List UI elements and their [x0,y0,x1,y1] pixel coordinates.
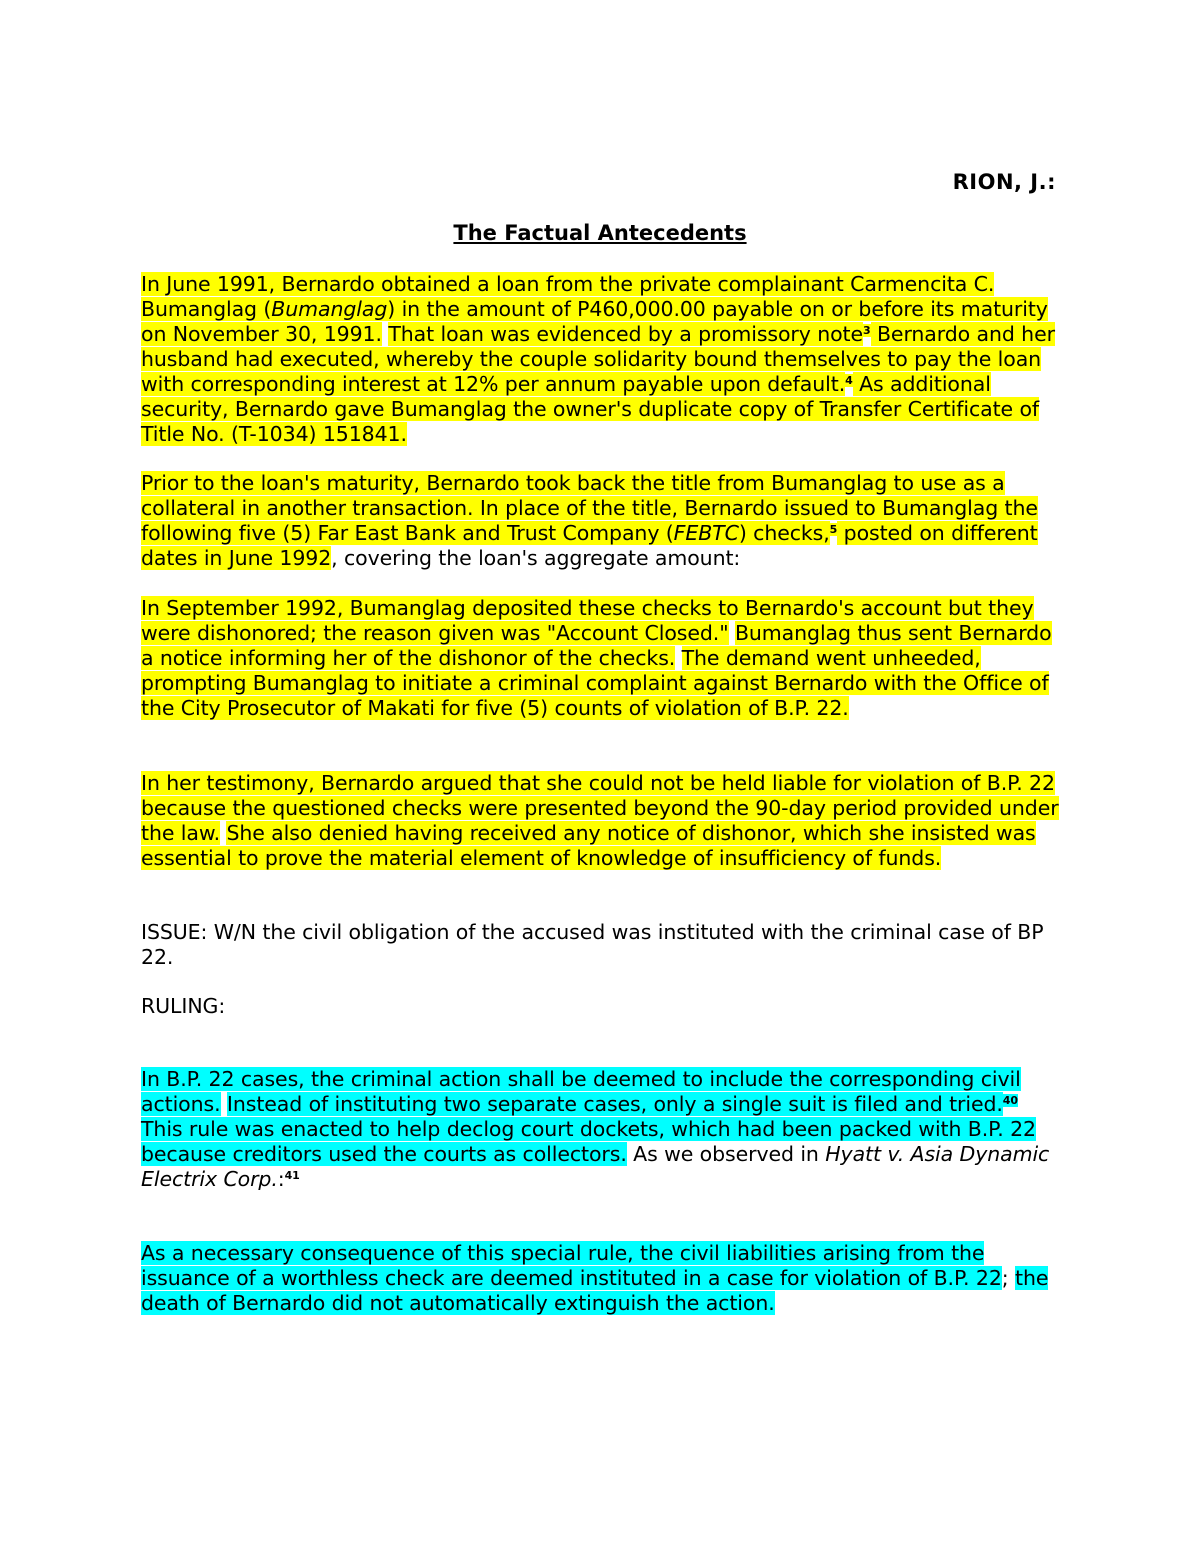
paragraph-testimony [141,771,1061,871]
highlighted-text: ) in the amount of P460,000.00 payable on or before its maturity on November 30, 1991. [141,297,1048,346]
highlighted-text: In June 1991, Bernardo obtained a loan from the private complainant Carmencita C. Bumanglag ( [141,272,995,321]
highlighted-text: As a necessary consequence of this special rule, the civil liabilities arising from the issuance of a worthless check are deemed instituted in a case for violation of B.P. 22 [141,1241,1002,1290]
paragraph-checks [141,471,1061,571]
plain-text: , covering the loan's aggregate amount: [331,546,741,570]
highlighted-text: In her testimony, Bernardo argued that she could not be held liable for violation of B.P. 22 because the questioned checks were presented beyond the 90-day period provided under the law. [141,771,1059,845]
highlighted-text: FEBTC [673,521,739,545]
paragraph-ruling [141,1067,1061,1192]
author-line: RION, J.: [952,170,1056,194]
ruling-label: RULING: [141,994,226,1018]
highlighted-text: ) checks, [738,521,830,545]
footnote-ref: 5 [829,523,838,536]
section-heading: The Factual Antecedents [453,221,747,245]
highlighted-text: The demand went unheeded, prompting Bumanglag to initiate a criminal complaint against Bernardo with the Office of the City Prosecutor of Makati for five (5) counts of violation of B.P. 22. [141,646,1049,720]
footnote-ref: 3 [862,324,871,337]
highlighted-text: Instead of instituting two separate cases, only a single suit is filed and tried. [226,1092,1003,1116]
highlighted-text: Bumanglag [271,297,388,321]
highlighted-text: That loan was evidenced by a promissory note [388,322,863,346]
highlighted-text: Bumanglag thus sent Bernardo a notice informing her of the dishonor of the checks. [141,621,1052,670]
footnote-ref: 41 [284,1169,300,1182]
plain-text: ; [1001,1266,1009,1290]
plain-text: As we observed in [626,1142,826,1166]
highlighted-text: This rule was enacted to help declog court dockets, which had been packed with B.P. 22 because creditors used the courts as collectors. [141,1117,1036,1166]
plain-text: : [277,1167,285,1191]
highlighted-text: In B.P. 22 cases, the criminal action shall be deemed to include the corresponding civil actions. [141,1067,1021,1116]
highlighted-text: Prior to the loan's maturity, Bernardo took back the title from Bumanglag to use as a collateral in another transaction. In place of the title, Bernardo issued to Bumanglag the following five (5) Far East Bank and Trust Company ( [141,471,1038,545]
issue-statement: ISSUE: W/N the civil obligation of the accused was instituted with the criminal case of BP 22. [141,920,1044,969]
highlighted-text: As additional security, Bernardo gave Bumanglag the owner's duplicate copy of Transfer Certificate of Title No. (T-1034) 151841. [141,372,1040,446]
paragraph-dishonor [141,596,1061,721]
footnote-ref: 40 [1002,1094,1018,1107]
footnote-ref: 4 [845,374,853,387]
highlighted-text: She also denied having received any notice of dishonor, which she insisted was essential to prove the material element of knowledge of insufficiency of funds. [141,821,1036,870]
case-citation: Hyatt v. Asia Dynamic Electrix Corp. [141,1142,1050,1191]
paragraph-consequence [141,1241,1061,1316]
highlighted-text: Bernardo and her husband had executed, whereby the couple solidarity bound themselves to pay the loan with corresponding interest at 12% per annum payable upon default. [141,322,1055,396]
paragraph-loan [141,272,1061,447]
highlighted-text: the death of Bernardo did not automatically extinguish the action. [141,1266,1049,1315]
highlighted-text: In September 1992, Bumanglag deposited these checks to Bernardo's account but they were dishonored; the reason given was "Account Closed." [141,596,1034,645]
highlighted-text: posted on different dates in June 1992 [141,521,1038,570]
